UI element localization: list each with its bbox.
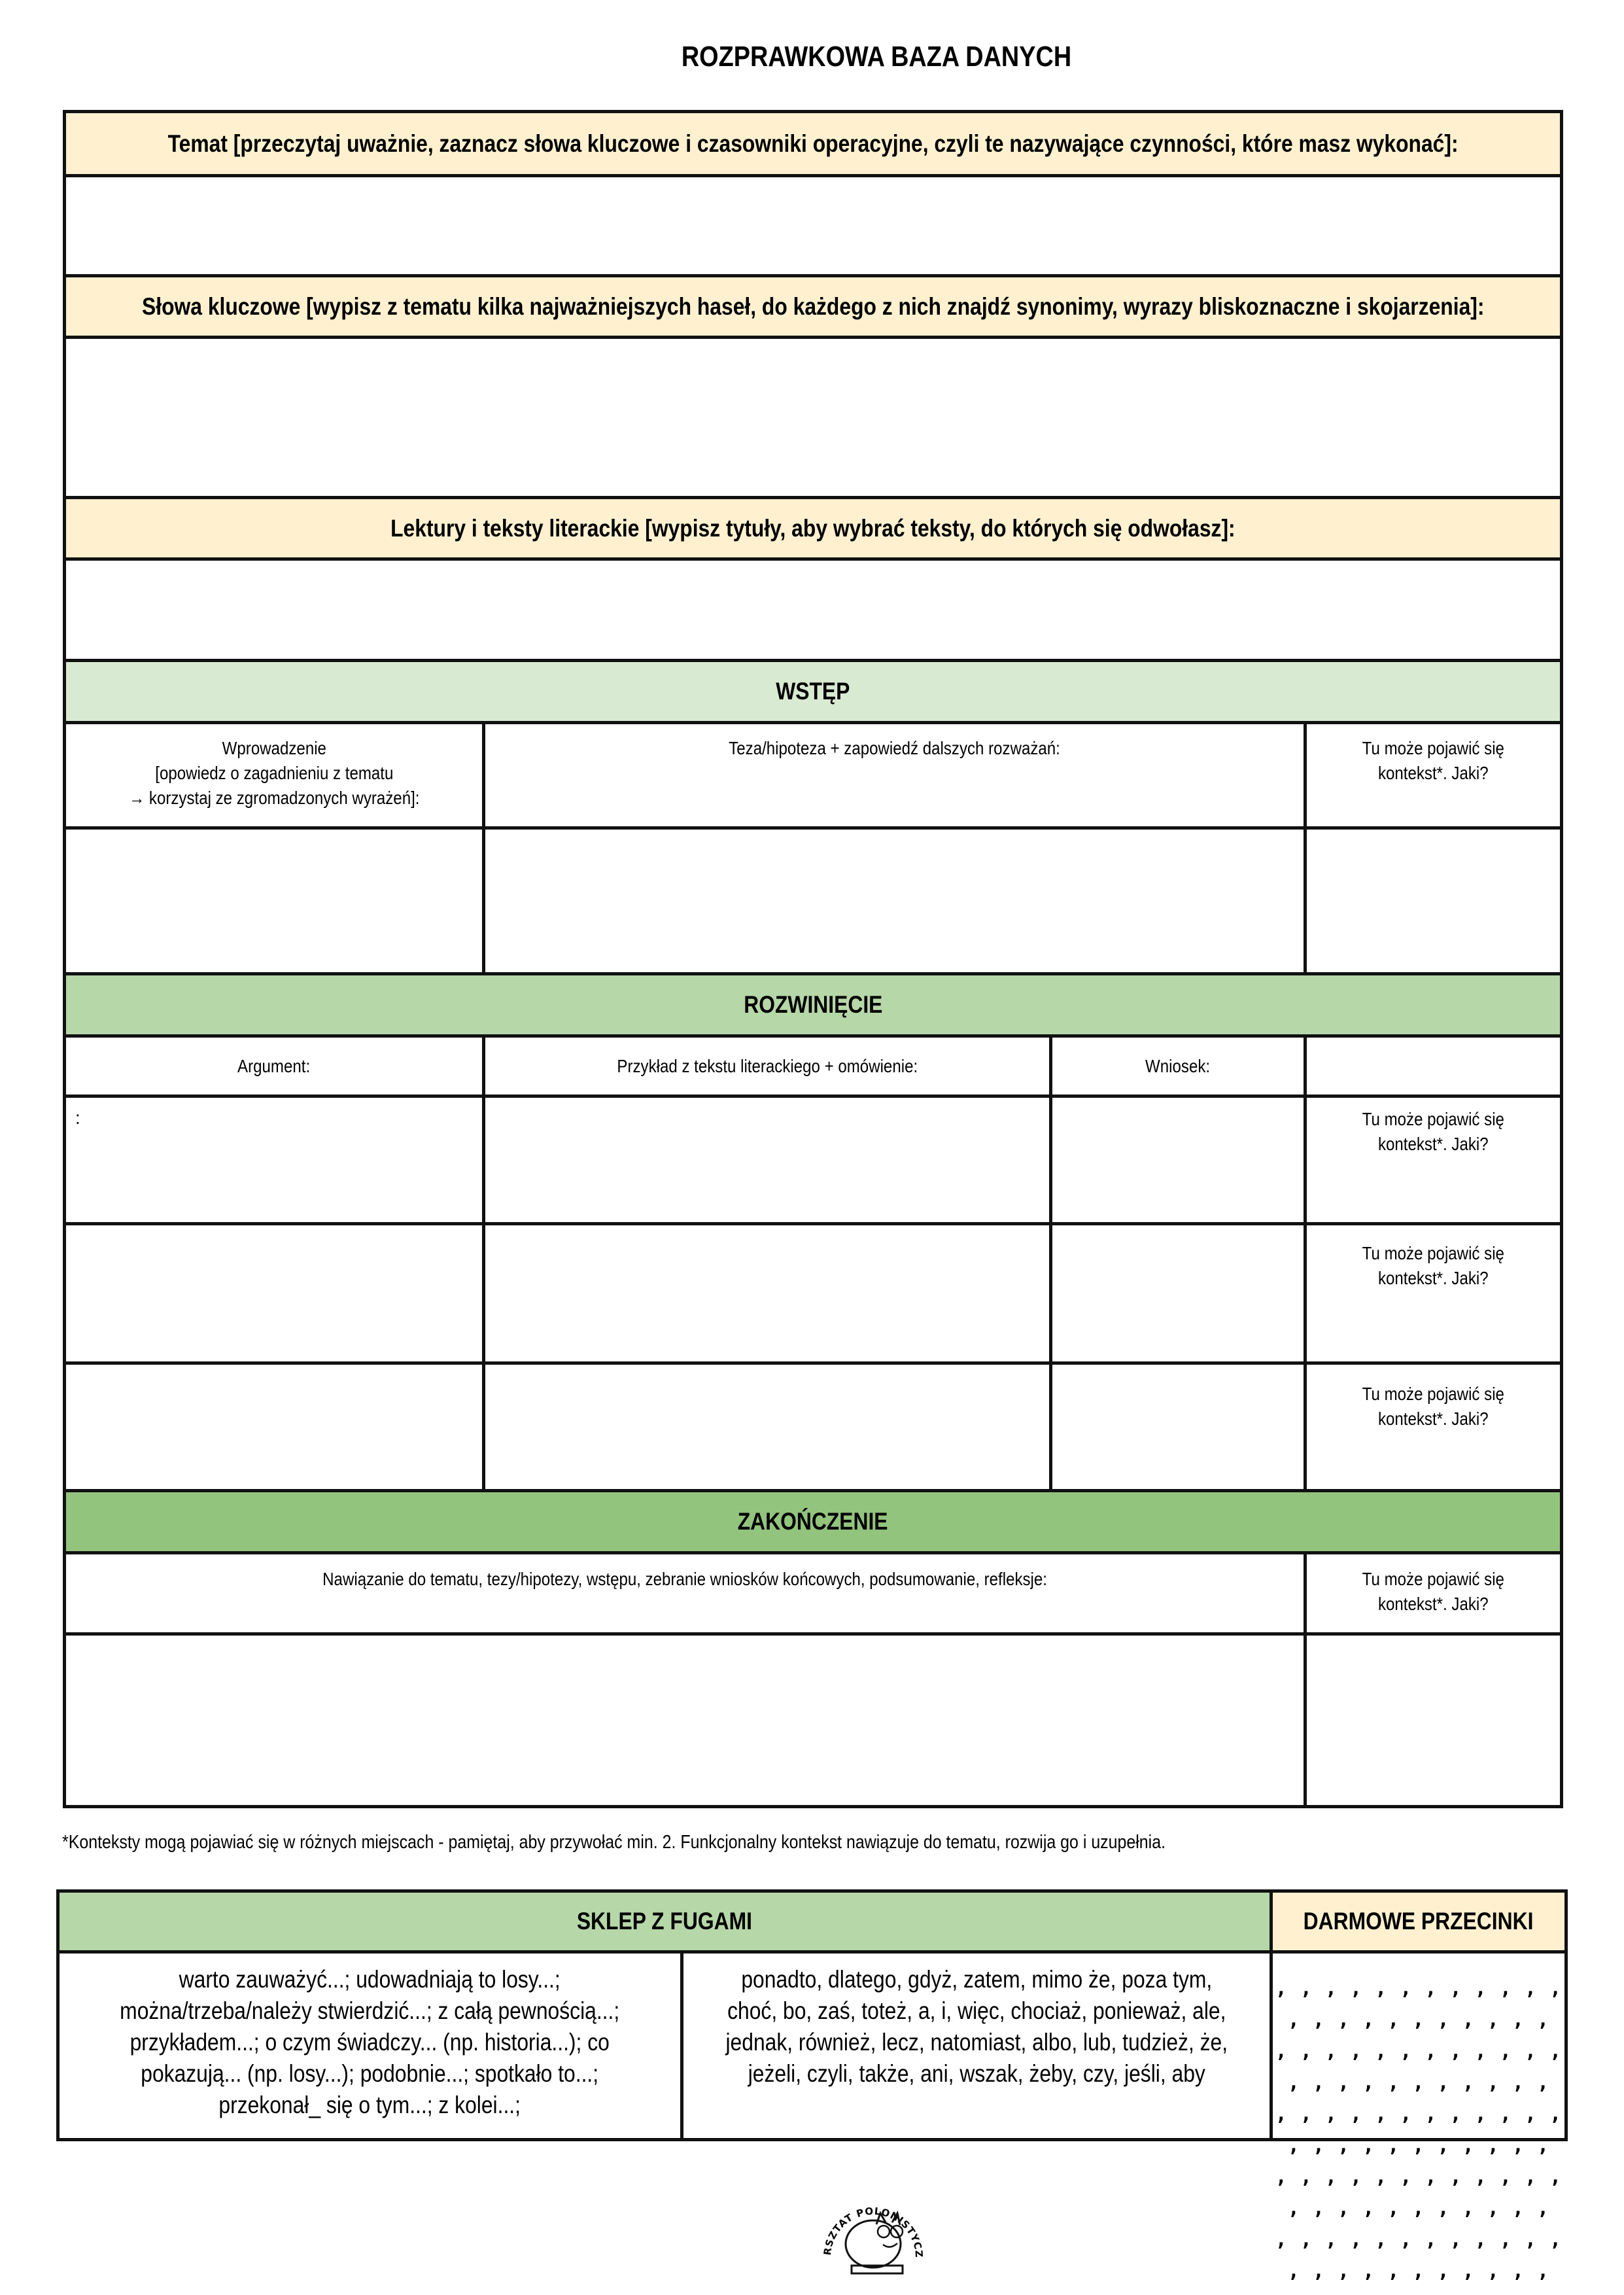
- comma-row: , , , , , , , , , , , , , , , , , , , , , , ,: [1275, 1977, 1563, 2031]
- wstep-col-wprowadzenie: [66, 736, 482, 811]
- kontekst-prompt: Tu może pojawić się kontekst*. Jaki?: [1362, 1109, 1505, 1154]
- rozwiniecie-col-wniosek: [1052, 1038, 1304, 1095]
- wstep-col-teza: [485, 736, 1304, 761]
- comma-row: , , , , , , , , , , , , , , , , , , , , , , ,: [1275, 2228, 1563, 2283]
- logo-text: RSZTAT POLONISTYCZ: [821, 2205, 925, 2259]
- kontekst-row-2[interactable]: [1307, 1241, 1560, 1291]
- argument-row-1-input[interactable]: [75, 1106, 468, 1223]
- sklep-phrases: [60, 1964, 680, 2121]
- temat-input-area[interactable]: [66, 177, 1560, 274]
- rozwiniecie-col-argument: [66, 1038, 482, 1095]
- connectors-text: ponadto, dlatego, gdyż, zatem, mimo że, poza tym, choć, bo, zaś, toteż, a, i, więc, chociaż, ponieważ, ale, jednak, również, lecz, natomiast, albo, lub, tudzież, że, jeżeli, czyli, także, ani, wszak, żeby, czy, jeśli, aby: [725, 1966, 1228, 2087]
- przecinki-header: [1273, 1893, 1564, 1950]
- divider: [63, 721, 1563, 724]
- comma-row: , , , , , , , , , , , , , , , , , , , , , , ,: [1275, 2165, 1563, 2220]
- wstep-teza-label: Teza/hipoteza + zapowiedź dalszych rozważań:: [729, 738, 1060, 758]
- wniosek-label: Wniosek:: [1145, 1055, 1211, 1076]
- rozwiniecie-col-empty: [1307, 1038, 1560, 1095]
- divider: [482, 1034, 485, 1492]
- lektury-header-text: Lektury i teksty literackie [wypisz tytuły, aby wybrać teksty, do których się odwołasz]:: [390, 514, 1235, 542]
- cat-on-book-icon: [811, 2182, 935, 2280]
- comma-row: , , , , , , , , , , , , , , , , , , , , , , ,: [1275, 2040, 1563, 2094]
- wstep-kontekst-label: Tu może pojawić się kontekst*. Jaki?: [1362, 738, 1505, 783]
- slowa-kluczowe-header: [66, 277, 1560, 336]
- wniosek-row-2-input[interactable]: [1052, 1225, 1304, 1361]
- argument-row-3-input[interactable]: [66, 1365, 482, 1489]
- kontekst-prompt: Tu może pojawić się kontekst*. Jaki?: [1362, 1384, 1505, 1429]
- przyklad-row-1-input[interactable]: [485, 1098, 1049, 1222]
- przyklad-row-3-input[interactable]: [485, 1365, 1049, 1489]
- przyklad-row-2-input[interactable]: [485, 1225, 1049, 1361]
- zakonczenie-col-nawiazanie: [66, 1567, 1304, 1592]
- divider: [482, 721, 485, 975]
- zakonczenie-kontekst-label: Tu może pojawić się kontekst*. Jaki?: [1362, 1569, 1505, 1614]
- comma-row: , , , , , , , , , , , , , , , , , , , , , , ,: [1275, 2103, 1563, 2157]
- wstep-wprowadzenie-input[interactable]: [66, 830, 482, 972]
- sklep-header-text: SKLEP Z FUGAMI: [576, 1908, 753, 1935]
- kontekst-row-1[interactable]: [1307, 1107, 1560, 1157]
- divider: [1304, 1034, 1307, 1492]
- temat-header: [66, 113, 1560, 174]
- divider: [1304, 1551, 1307, 1808]
- kontekst-row-3[interactable]: [1307, 1382, 1560, 1431]
- lektury-header: [66, 499, 1560, 557]
- wniosek-row-1-input[interactable]: [1052, 1098, 1304, 1222]
- przecinki-rows: [1273, 1973, 1564, 2287]
- sklep-header: [60, 1893, 1270, 1950]
- rozwiniecie-header: [66, 975, 1560, 1034]
- zakonczenie-header-text: ZAKOŃCZENIE: [738, 1508, 888, 1535]
- wstep-header: [66, 662, 1560, 721]
- warsztat-polonistyczny-logo: [811, 2182, 935, 2280]
- wstep-header-text: WSTĘP: [776, 678, 850, 705]
- slowa-kluczowe-input-area[interactable]: [66, 339, 1560, 496]
- wstep-teza-input[interactable]: [485, 830, 1304, 972]
- footnote: *Konteksty mogą pojawiać się w różnych miejscach - pamiętaj, aby przywołać min. 2. Funkcjonalny kontekst nawiązuje do tematu, rozwija go i uzupełnia.: [62, 1832, 1166, 1853]
- slowa-kluczowe-header-text: Słowa kluczowe [wypisz z tematu kilka najważniejszych haseł, do każdego z nich znajdź synonimy, wyrazy bliskoznaczne i skojarzenia]:: [141, 292, 1485, 320]
- zakonczenie-kontekst-input[interactable]: [1307, 1636, 1560, 1805]
- divider: [1304, 721, 1307, 975]
- row-mark: :: [75, 1108, 80, 1128]
- argument-label: Argument:: [237, 1055, 311, 1076]
- kontekst-prompt: Tu może pojawić się kontekst*. Jaki?: [1362, 1243, 1505, 1288]
- divider: [1049, 1034, 1052, 1492]
- phrases-text: warto zauważyć...; udowadniają to losy...; można/trzeba/należy stwierdzić...; z całą pewnością...; przykładem...; o czym świadczy... (np. historia...); co pokazują... (np. losy...); podobnie...; spotkało to...; przekonał_ się o tym...; z kolei...;: [120, 1966, 620, 2118]
- zakonczenie-header: [66, 1492, 1560, 1551]
- wstep-wprowadzenie-label: Wprowadzenie [opowiedz o zagadnieniu z tematu → korzystaj ze zgromadzonych wyrażeń]:: [128, 738, 420, 808]
- rozwiniecie-col-przyklad: [485, 1038, 1049, 1095]
- divider: [63, 1551, 1563, 1554]
- divider: [56, 1950, 1568, 1953]
- rozwiniecie-header-text: ROZWINIĘCIE: [743, 991, 883, 1018]
- wstep-kontekst-input[interactable]: [1307, 830, 1560, 972]
- sklep-connectors: [683, 1964, 1270, 2090]
- lektury-input-area[interactable]: [66, 561, 1560, 659]
- wstep-col-kontekst: [1307, 736, 1560, 786]
- page-title: ROZPRAWKOWA BAZA DANYCH: [681, 41, 1072, 73]
- temat-header-text: Temat [przeczytaj uważnie, zaznacz słowa kluczowe i czasowniki operacyjne, czyli te nazywające czynności, które masz wykonać]:: [167, 130, 1459, 157]
- zakonczenie-nawiazanie-label: Nawiązanie do tematu, tezy/hipotezy, wstępu, zebranie wniosków końcowych, podsumowanie, refleksje:: [322, 1569, 1047, 1589]
- zakonczenie-input[interactable]: [66, 1636, 1304, 1805]
- przyklad-label: Przykład z tekstu literackiego + omówienie:: [617, 1055, 918, 1076]
- przecinki-header-text: DARMOWE PRZECINKI: [1304, 1908, 1534, 1935]
- wniosek-row-3-input[interactable]: [1052, 1365, 1304, 1489]
- zakonczenie-col-kontekst: [1307, 1567, 1560, 1617]
- argument-row-2-input[interactable]: [66, 1225, 482, 1361]
